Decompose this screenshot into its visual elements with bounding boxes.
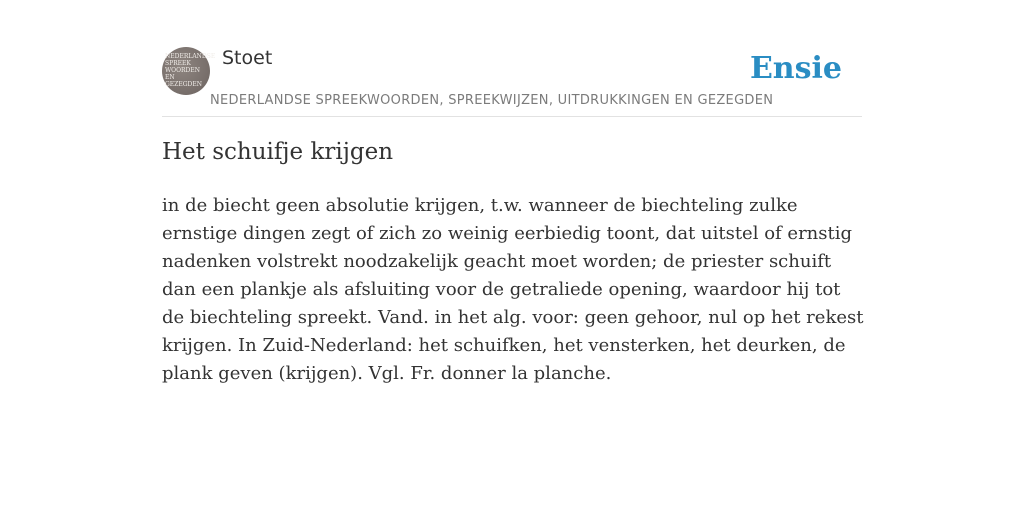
entry-title: Het schuifje krijgen (162, 139, 394, 165)
source-author[interactable]: Stoet (222, 47, 273, 69)
ensie-logo[interactable]: Ensie (749, 51, 842, 86)
source-subtitle[interactable]: NEDERLANDSE SPREEKWOORDEN, SPREEKWIJZEN, UITDRUKKINGEN EN GEZEGDEN (210, 93, 774, 108)
avatar-cover-text: NEDERLANDSE SPREEK WOORDEN EN GEZEGDEN (165, 53, 216, 88)
source-header (162, 44, 862, 117)
entry-definition: in de biecht geen absolutie krijgen, t.w. wanneer de biechteling zulke ernstige dingen zegt of zich zo weinig eerbiedig toont, dat uitstel of ernstig nadenken volstrekt noodzakelijk geacht moet worden; de priester schuift dan een plankje als afsluiting voor de getraliede opening, waardoor hij tot de biechteling spreekt. Vand. in het alg. voor: geen gehoor, nul op het rekest krijgen. In Zuid-Nederland: het schuifken, het vensterken, het deurken, de plank geven (krijgen). Vgl. Fr. donner la planche. (162, 195, 864, 384)
source-avatar[interactable] (162, 47, 216, 95)
